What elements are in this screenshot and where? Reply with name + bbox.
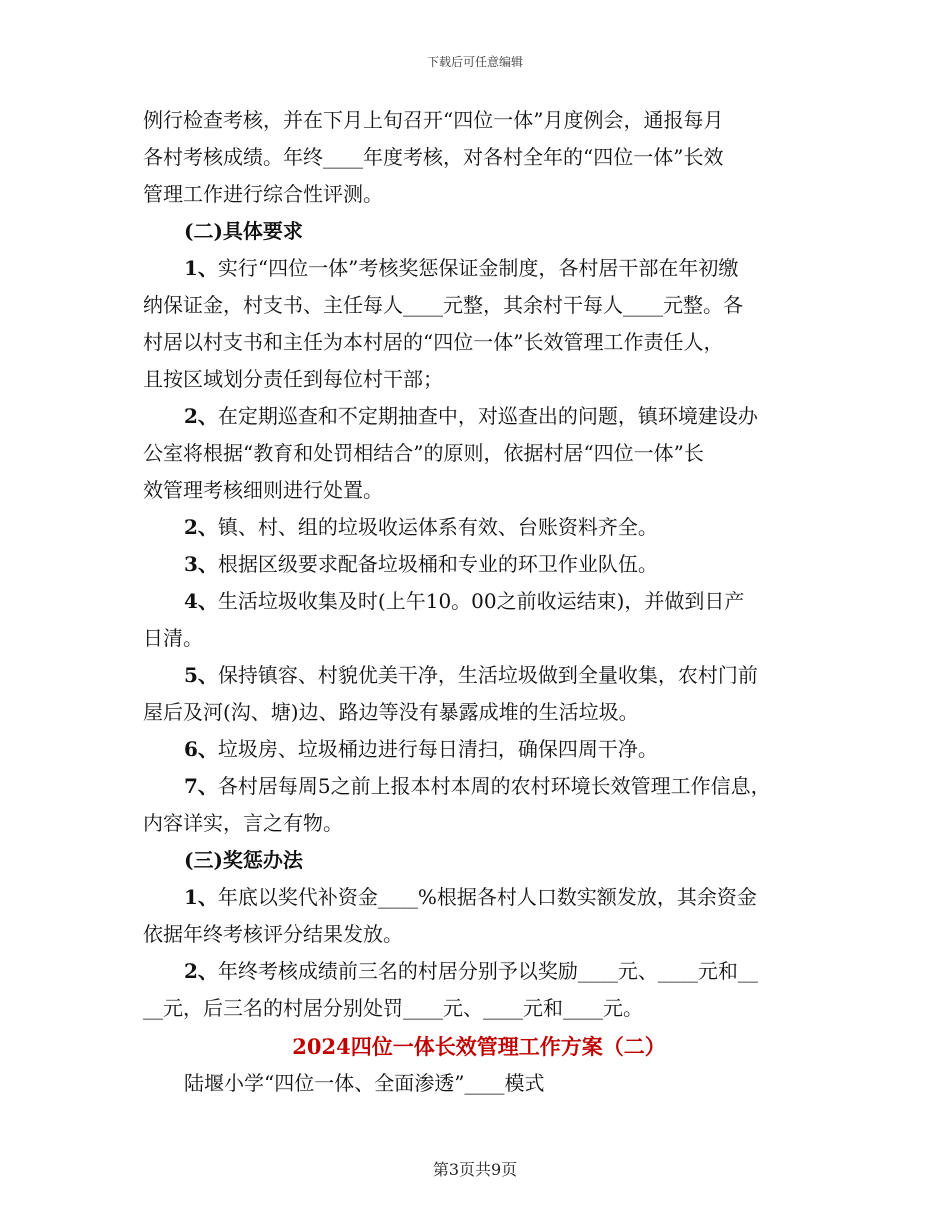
line-text: 村居以村支书和主任为本村居的“四位一体”长效管理工作责任人， <box>143 330 724 354</box>
line-text: 在定期巡查和不定期抽查中，对巡查出的问题，镇环境建设办 <box>217 404 758 428</box>
paragraph-line <box>143 879 815 916</box>
item-number: 2、 <box>184 515 218 539</box>
line-text: 依据年终考核评分结果发放。 <box>143 922 403 946</box>
paragraph-line <box>143 435 815 472</box>
page-header: 下载后可任意编辑 <box>426 55 523 69</box>
line-text: 公室将根据“教育和处罚相结合”的原则，依据村居“四位一体”长 <box>143 441 704 465</box>
line-text: 管理工作进行综合性评测。 <box>143 182 383 206</box>
document-body <box>143 102 815 1102</box>
item-number: 3、 <box>184 552 218 576</box>
item-number: 1、 <box>184 885 218 909</box>
paragraph-line <box>143 620 815 657</box>
line-text: 且按区域划分责任到每位村干部； <box>143 367 443 391</box>
paragraph-line <box>143 250 815 287</box>
paragraph-line <box>143 990 815 1027</box>
paragraph-line <box>143 398 815 435</box>
page-footer: 第3页共9页 <box>432 1160 518 1179</box>
line-text: 镇、村、组的垃圾收运体系有效、台账资料齐全。 <box>217 515 658 539</box>
section-heading <box>143 213 815 250</box>
line-text: __元，后三名的村居分别处罚____元、____元和____元。 <box>143 996 643 1020</box>
paragraph-line <box>143 657 815 694</box>
paragraph-line <box>143 694 815 731</box>
line-text: 各村居每周5之前上报本村本周的农村环境长效管理工作信息， <box>217 774 771 798</box>
section-heading <box>143 842 815 879</box>
item-number: 7、 <box>184 774 218 798</box>
line-text: 保持镇容、村貌优美干净，生活垃圾做到全量收集，农村门前 <box>217 663 758 687</box>
paragraph-line <box>143 953 815 990</box>
paragraph-line <box>143 805 815 842</box>
line-text: 屋后及河(沟、塘)边、路边等没有暴露成堆的生活垃圾。 <box>143 700 639 724</box>
paragraph-line <box>143 139 815 176</box>
line-text: 例行检查考核，并在下月上旬召开“四位一体”月度例会，通报每月 <box>143 108 724 132</box>
line-text: 实行“四位一体”考核奖惩保证金制度，各村居干部在年初缴 <box>217 256 739 280</box>
line-text: 垃圾房、垃圾桶边进行每日清扫，确保四周干净。 <box>217 737 658 761</box>
line-text: 根据区级要求配备垃圾桶和专业的环卫作业队伍。 <box>217 552 658 576</box>
line-text: 年终考核成绩前三名的村居分别予以奖励____元、____元和__ <box>217 959 758 983</box>
paragraph-line <box>143 361 815 398</box>
line-text: 效管理考核细则进行处置。 <box>143 478 383 502</box>
paragraph-line <box>143 583 815 620</box>
paragraph-line <box>143 916 815 953</box>
paragraph-line <box>143 509 815 546</box>
line-text: 生活垃圾收集及时(上午10。00之前收运结束)，并做到日产 <box>217 589 745 613</box>
line-text: 年底以奖代补资金____%根据各村人口数实额发放，其余资金 <box>217 885 757 909</box>
line-text: 日清。 <box>143 626 203 650</box>
paragraph-line <box>143 176 815 213</box>
section-heading-text: (三)奖惩办法 <box>184 848 303 872</box>
item-number: 6、 <box>184 737 218 761</box>
paragraph-line <box>143 731 815 768</box>
line-text: 陆堰小学“四位一体、全面渗透”____模式 <box>184 1071 545 1095</box>
item-number: 4、 <box>184 589 218 613</box>
line-text: 各村考核成绩。年终____年度考核，对各村全年的“四位一体”长效 <box>143 145 724 169</box>
item-number: 2、 <box>184 959 218 983</box>
paragraph-line <box>143 324 815 361</box>
item-number: 1、 <box>184 256 218 280</box>
section-heading-text: (二)具体要求 <box>184 219 303 243</box>
paragraph-line <box>143 546 815 583</box>
line-text: 内容详实，言之有物。 <box>143 811 343 835</box>
paragraph-line <box>143 472 815 509</box>
document-title: 2024四位一体长效管理工作方案（二） <box>292 1034 666 1059</box>
paragraph-line <box>143 287 815 324</box>
line-text: 纳保证金，村支书、主任每人____元整，其余村干每人____元整。各 <box>143 293 743 317</box>
item-number: 2、 <box>184 404 218 428</box>
paragraph-line <box>143 102 815 139</box>
paragraph-line <box>143 768 815 805</box>
paragraph-line <box>143 1065 815 1102</box>
item-number: 5、 <box>184 663 218 687</box>
